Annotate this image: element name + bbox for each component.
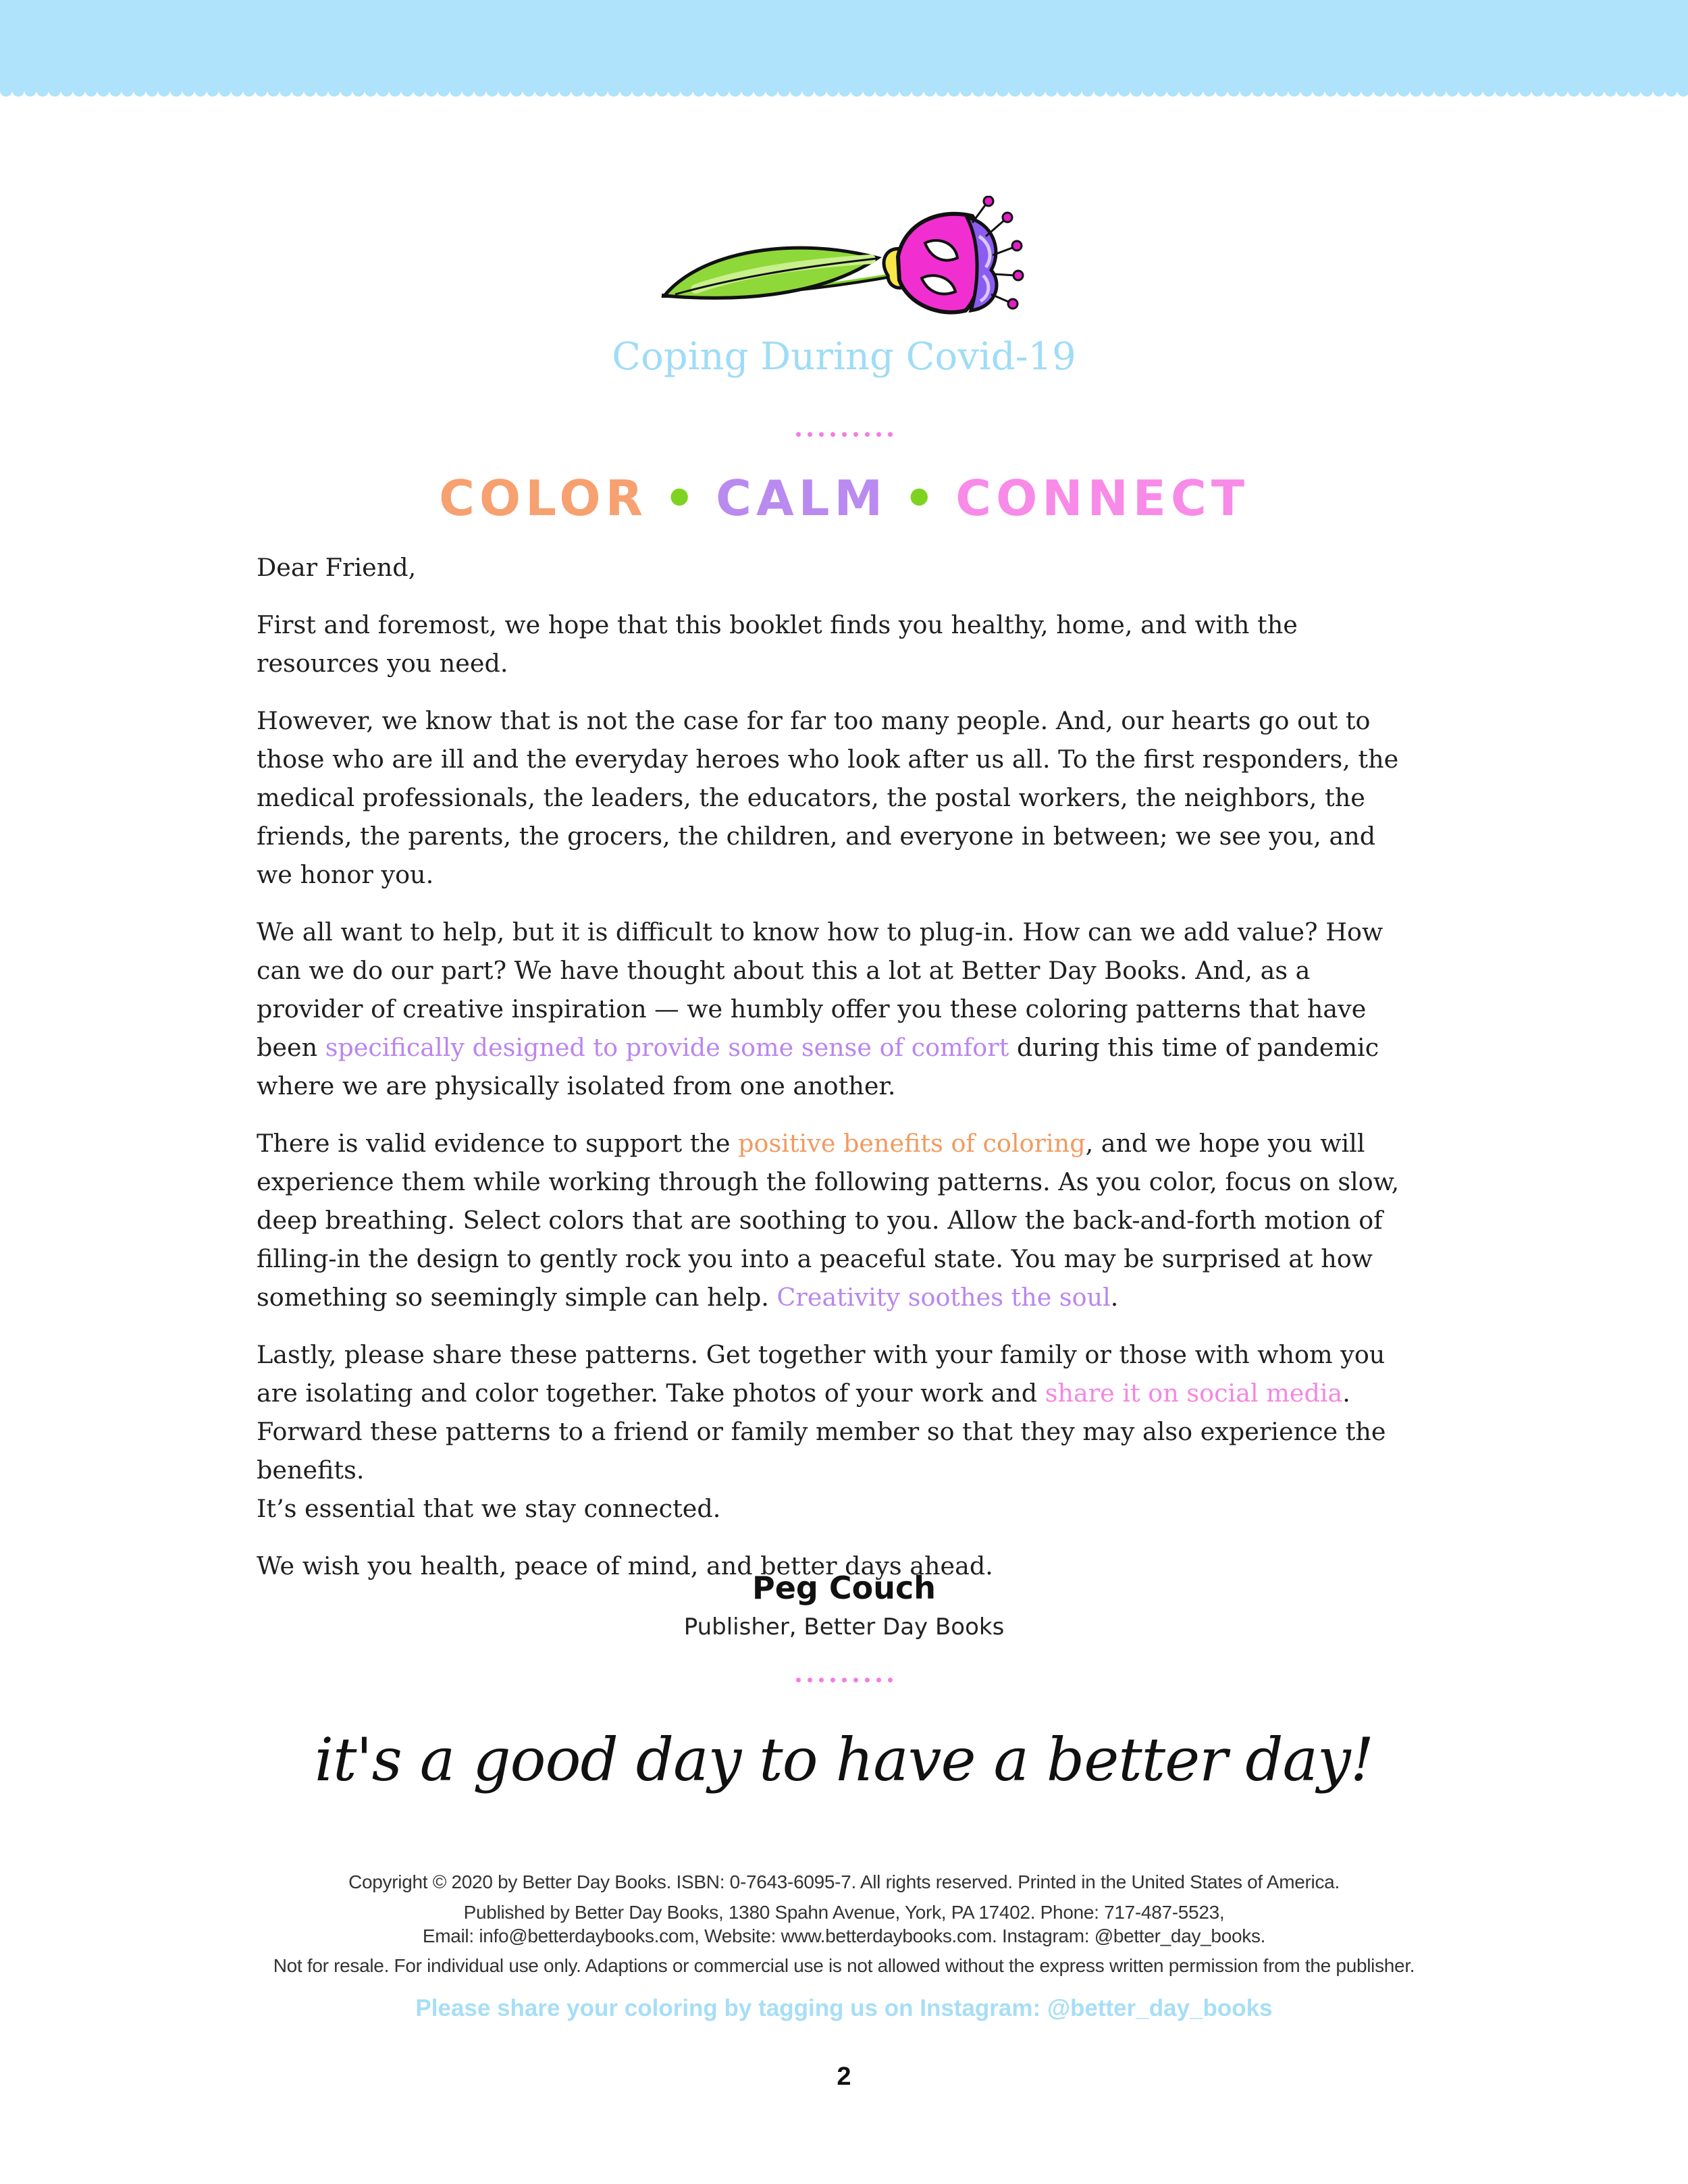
letter-closing: We wish you health, peace of mind, and better days ahead. [257, 1551, 993, 1580]
tagline-bullet: • [664, 470, 700, 527]
comfort-highlight: specifically designed to provide some sense of comfort [325, 1033, 1009, 1062]
scalloped-edge [0, 90, 1688, 103]
top-banner [0, 0, 1688, 91]
letter-paragraph-2: However, we know that is not the case for far too many people. And, our hearts go out to those who are ill and the everyday heroes who look after us all. To the first responders, the medical professionals, the leaders, the educators, the postal workers, the neighbors, the friends, the parents, the grocers, the children, and everyone in between; we see you, and we honor you. [257, 706, 1399, 889]
creativity-highlight: Creativity soothes the soul [776, 1283, 1111, 1312]
tagline-color: COLOR [439, 470, 648, 527]
usage-notice: Not for resale. For individual use only. Adaptions or commercial use is not allowed without the express written permission from the publisher. [273, 1955, 1415, 1976]
letter-greeting: Dear Friend, [257, 553, 417, 582]
flower-illustration-icon [655, 196, 1026, 331]
script-motto: it's a good day to have a better day! [314, 1725, 1374, 1794]
letter-paragraph-3: We all want to help, but it is difficult to know how to plug-in. How can we add value? How can we do our part? We have thought about this a lot at Better Day Books. And, as a provider of creative inspiration — we humbly offer you these coloring patterns that have been specifically designed to provide some sense of comfort during this time of pandemic where we are physically isolated from one another. [257, 917, 1383, 1100]
instagram-share-line: Please share your coloring by tagging us on Instagram: @better_day_books [415, 1995, 1273, 2021]
tagline-connect: CONNECT [955, 470, 1249, 527]
tagline-calm: CALM [716, 470, 888, 527]
letter-paragraph-5: Lastly, please share these patterns. Get together with your family or those with whom you are isolating and color together. Take photos of your work and share it on social media. Forward these patterns to a friend or family member so that they may also experience the benefits. It’s essential that we stay connected. [257, 1340, 1386, 1523]
social-media-highlight: share it on social media [1045, 1379, 1343, 1408]
signature-name: Peg Couch [752, 1570, 936, 1606]
tagline-heading [0, 470, 1688, 527]
tagline-bullet: • [903, 470, 940, 527]
dotted-divider [0, 1672, 1688, 1685]
page-subtitle: Coping During Covid-19 [612, 335, 1076, 379]
benefits-highlight: positive benefits of coloring [738, 1129, 1086, 1158]
letter-paragraph-1: First and foremost, we hope that this booklet finds you healthy, home, and with the resources you need. [257, 610, 1298, 678]
dotted-divider [0, 427, 1688, 440]
letter-body [257, 548, 1418, 1604]
signature-title: Publisher, Better Day Books [683, 1614, 1005, 1641]
publisher-contact: Email: info@betterdaybooks.com, Website: www.betterdaybooks.com. Instagram: @better_day_books. [422, 1925, 1266, 1946]
copyright-line: Copyright © 2020 by Better Day Books. ISBN: 0-7643-6095-7. All rights reserved. Printed in the United States of America. [348, 1871, 1340, 1892]
page-number: 2 [837, 2062, 851, 2091]
letter-paragraph-4: There is valid evidence to support the positive benefits of coloring, and we hope you will experience them while working through the following patterns. As you color, focus on slow, deep breathing. Select colors that are soothing to you. Allow the back-and-forth motion of filling-in the design to gently rock you into a peaceful state. You may be surprised at how something so seemingly simple can help. Creativity soothes the soul. [257, 1129, 1400, 1312]
publisher-address: Published by Better Day Books, 1380 Spahn Avenue, York, PA 17402. Phone: 717-487-5523, [463, 1902, 1225, 1923]
